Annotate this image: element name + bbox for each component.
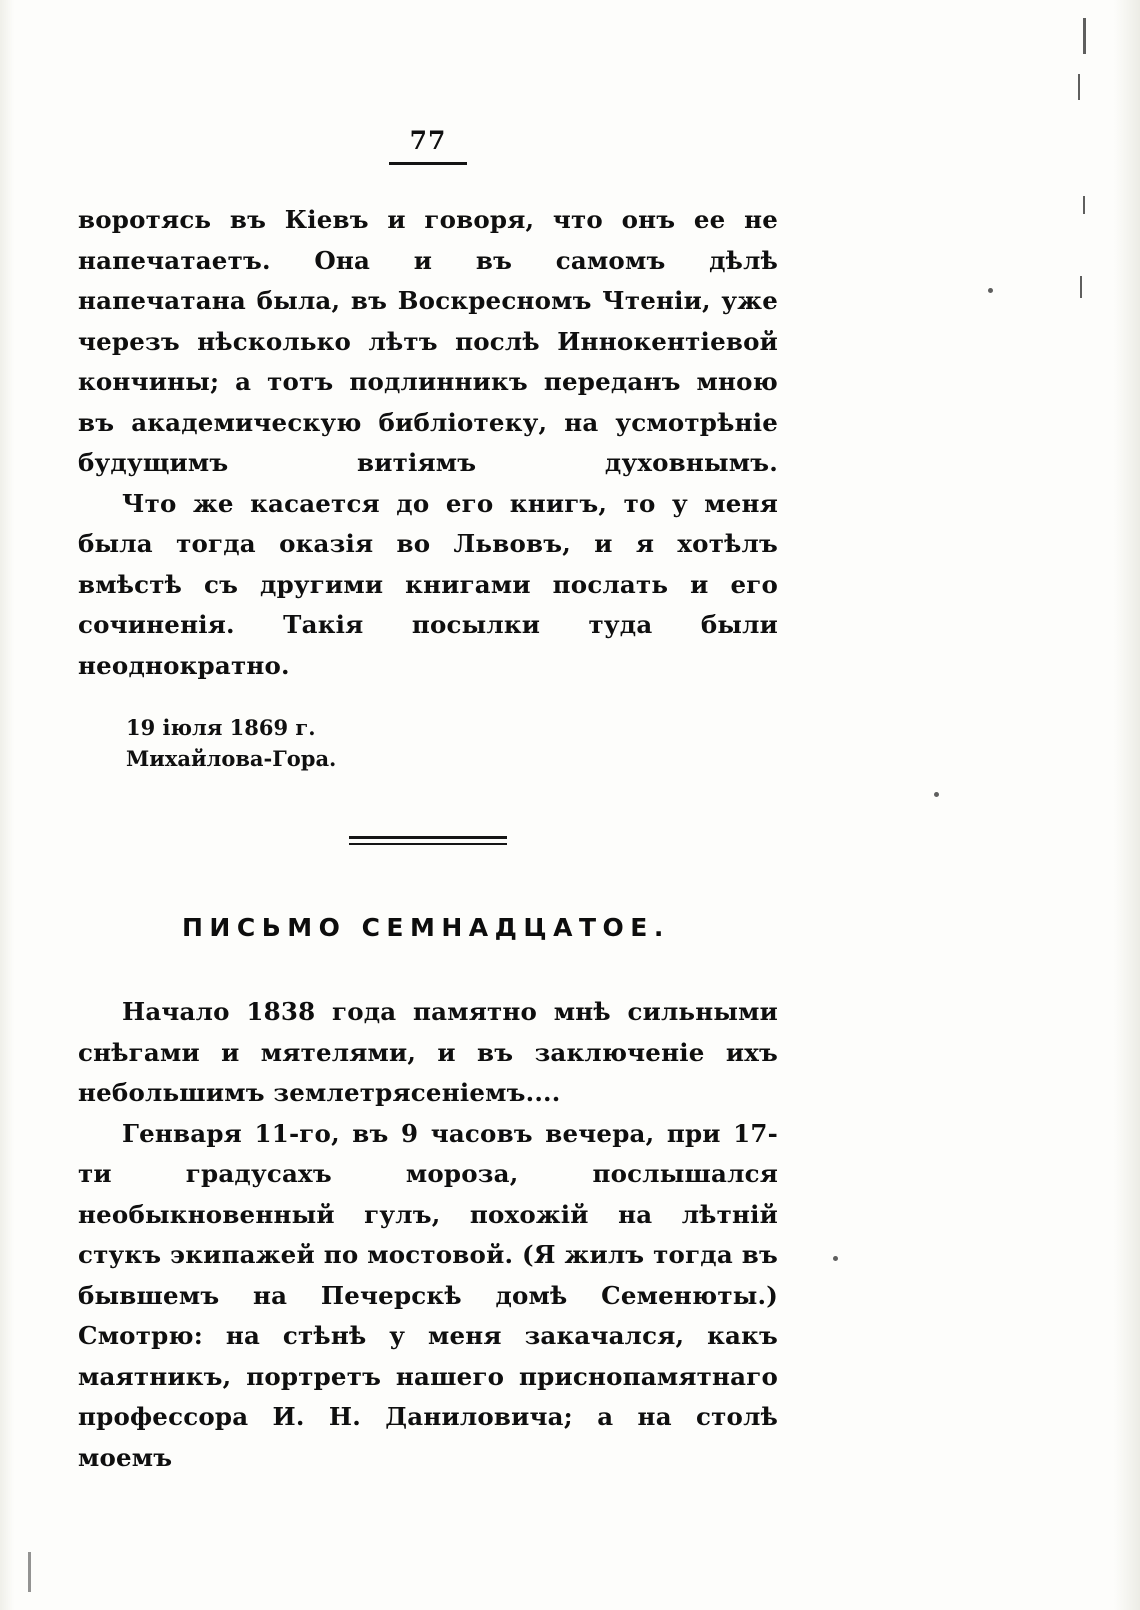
- paragraph: воротясь въ Кіевъ и говоря, что онъ ее не напечатаетъ. Она и въ самомъ дѣлѣ напечатана была, въ Воскресномъ Чтеніи, уже черезъ нѣсколько лѣтъ послѣ Иннокентіевой кончины; а тотъ подлинникъ переданъ мною въ академическую библіотеку, на усмотрѣніе будущимъ витіямъ духовнымъ.: [78, 205, 778, 477]
- divider-line-thick: [349, 836, 507, 839]
- divider-line-thin: [349, 843, 507, 845]
- section-body: [78, 992, 778, 1478]
- scan-artifact: [1083, 18, 1086, 54]
- paragraph: Генваря 11-го, въ 9 часовъ вечера, при 17-ти градусахъ мороза, послышался необыкновенный гулъ, похожій на лѣтній стукъ экипажей по мостовой. (Я жилъ тогда въ бывшемъ на Печерскѣ домѣ Семенюты.) Смотрю: на стѣнѣ у меня закачался, какъ маятникъ, портретъ нашего приснопамятнаго профессора И. Н. Даниловича; а на столѣ моемъ: [78, 1118, 778, 1472]
- scan-artifact: [1083, 196, 1085, 214]
- page-edge-shadow-left: [0, 0, 14, 1610]
- paragraph: Что же касается до его книгъ, то у меня была тогда оказія во Львовъ, и я хотѣлъ вмѣстѣ съ другими книгами послать и его сочиненія. Такія посылки туда были неоднократно.: [78, 488, 778, 680]
- page-header: [78, 128, 778, 165]
- section-divider: [78, 836, 778, 845]
- scan-artifact: [988, 288, 993, 293]
- header-rule: [389, 162, 467, 165]
- scan-artifact: [833, 1256, 838, 1261]
- letter-signature: [78, 712, 778, 774]
- section-heading: ПИСЬМО СЕМНАДЦАТОЕ.: [182, 913, 670, 942]
- signature-place: Михайлова-Гора.: [126, 746, 337, 771]
- paragraph: Начало 1838 года памятно мнѣ сильными снѣгами и мятелями, и въ заключеніе ихъ небольшимъ землетрясеніемъ....: [78, 997, 778, 1107]
- signature-date: 19 іюля 1869 г.: [126, 715, 316, 740]
- page-number: 77: [409, 126, 447, 155]
- body-text: [78, 200, 778, 1478]
- scan-artifact: [1080, 276, 1082, 298]
- scan-artifact: [28, 1552, 31, 1592]
- scan-artifact: [1078, 74, 1080, 100]
- page-edge-shadow-right: [1114, 0, 1140, 1610]
- scan-artifact: [934, 792, 939, 797]
